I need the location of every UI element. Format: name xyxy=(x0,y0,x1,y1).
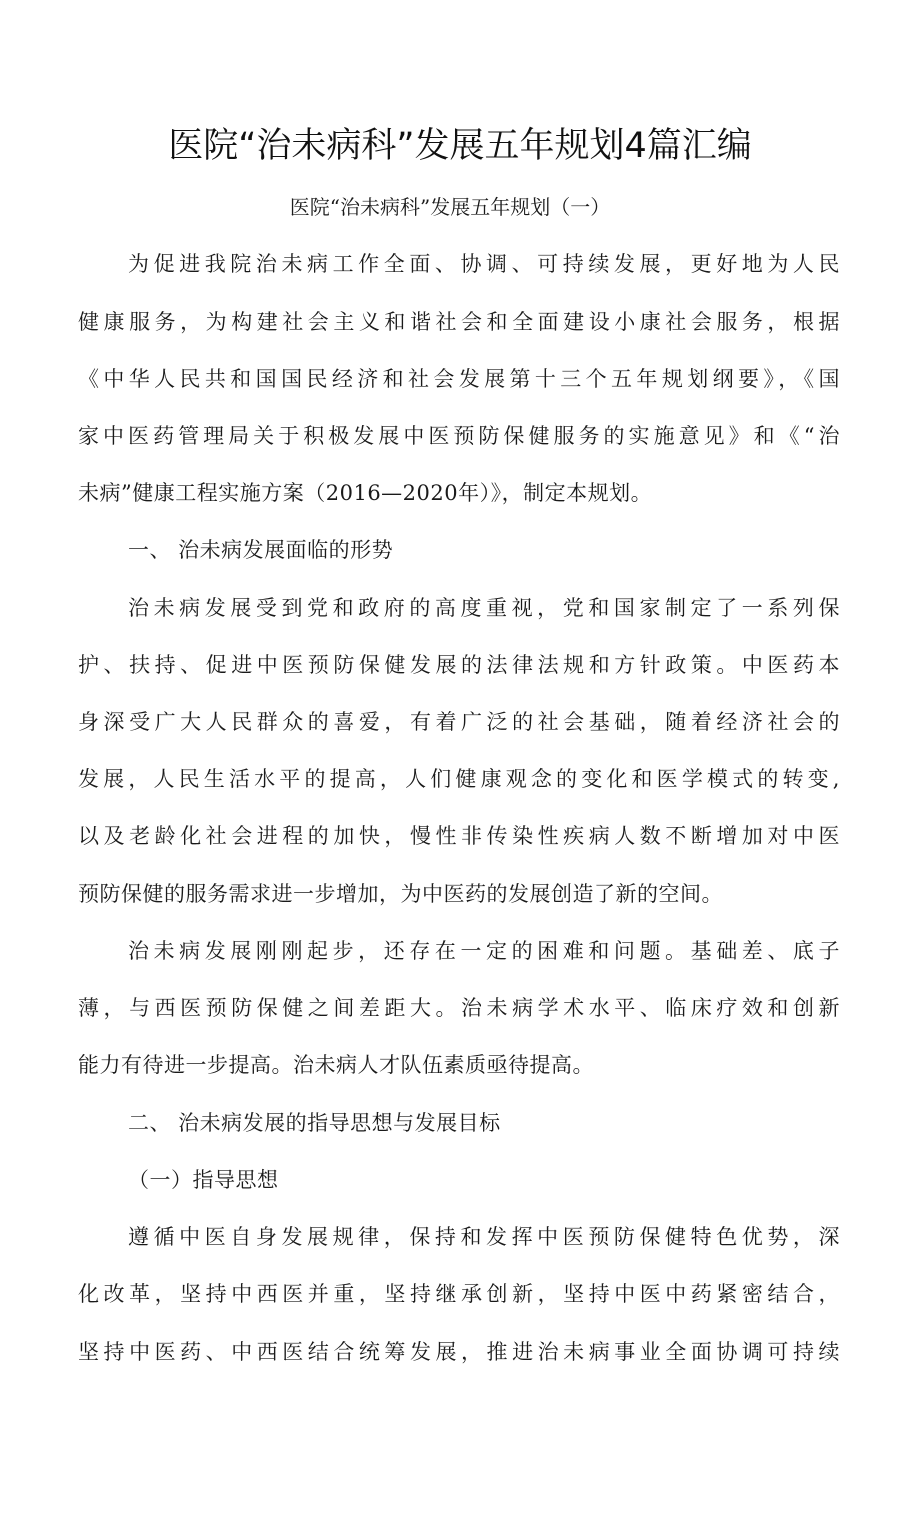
paragraph-line: 坚持中医药、中西医结合统筹发展，推进治未病事业全面协调可持续 xyxy=(78,1340,840,1364)
paragraph-line: 护、扶持、促进中医预防保健发展的法律法规和方针政策。中医药本 xyxy=(78,653,840,677)
paragraph-line: 家中医药管理局关于积极发展中医预防保健服务的实施意见》和《“治 xyxy=(78,424,840,448)
section-heading: 一、 治未病发展面临的形势 xyxy=(128,538,394,562)
paragraph-line: 遵循中医自身发展规律，保持和发挥中医预防保健特色优势，深 xyxy=(128,1225,840,1249)
paragraph-line: 《中华人民共和国国民经济和社会发展第十三个五年规划纲要》，《国 xyxy=(78,367,840,391)
paragraph-line: 健康服务，为构建社会主义和谐社会和全面建设小康社会服务，根据 xyxy=(78,310,840,334)
paragraph-line: 以及老龄化社会进程的加快，慢性非传染性疾病人数不断增加对中医 xyxy=(78,824,840,848)
section-heading: 二、 治未病发展的指导思想与发展目标 xyxy=(128,1111,501,1135)
paragraph-line: 薄，与西医预防保健之间差距大。治未病学术水平、临床疗效和创新 xyxy=(78,996,840,1020)
paragraph-line: 能力有待进一步提高。治未病人才队伍素质亟待提高。 xyxy=(78,1053,594,1077)
paragraph-line: 身深受广大人民群众的喜爱，有着广泛的社会基础，随着经济社会的 xyxy=(78,710,840,734)
paragraph-line: 未病”健康工程实施方案（2016—2020年）》，制定本规划。 xyxy=(78,481,653,505)
paragraph-line: 治未病发展刚刚起步，还存在一定的困难和问题。基础差、底子 xyxy=(128,939,840,963)
paragraph-line: 预防保健的服务需求进一步增加，为中医药的发展创造了新的空间。 xyxy=(78,882,723,906)
paragraph-line: 发展，人民生活水平的提高，人们健康观念的变化和医学模式的转变, xyxy=(78,767,840,791)
document-title: 医院“治未病科”发展五年规划4篇汇编 xyxy=(168,126,752,166)
document-subtitle: 医院“治未病科”发展五年规划（一） xyxy=(289,195,611,219)
paragraph-line: 治未病发展受到党和政府的高度重视，党和国家制定了一系列保 xyxy=(128,596,840,620)
paragraph-line: 为促进我院治未病工作全面、协调、可持续发展，更好地为人民 xyxy=(128,252,840,276)
paragraph-line: 化改革，坚持中西医并重，坚持继承创新，坚持中医中药紧密结合， xyxy=(78,1282,840,1306)
subsection-heading: （一）指导思想 xyxy=(128,1168,279,1192)
